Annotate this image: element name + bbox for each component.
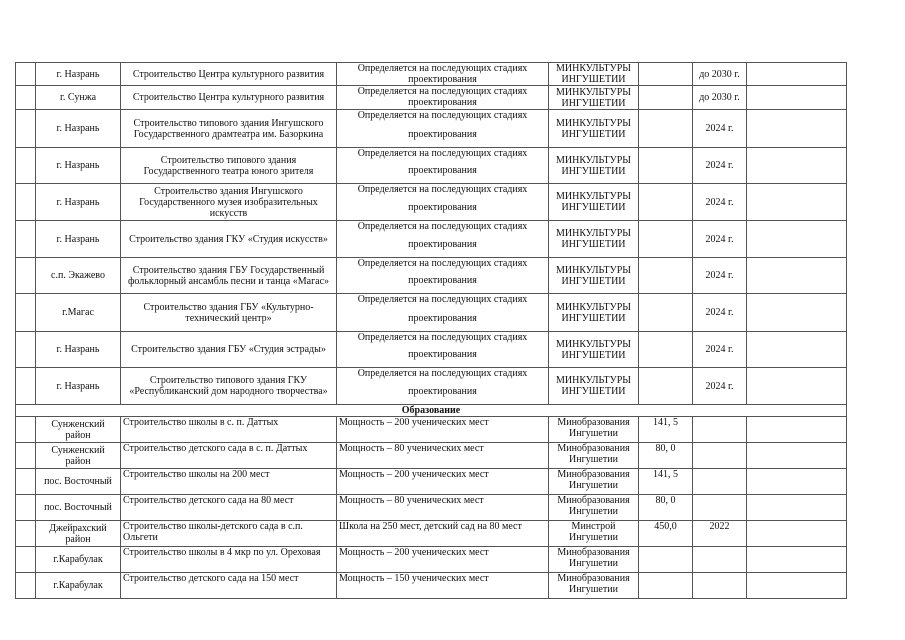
row-index-cell	[16, 184, 36, 221]
year-cell	[693, 495, 747, 521]
place-cell: г. Назрань	[36, 184, 121, 221]
row-index-cell	[16, 547, 36, 573]
table-row	[16, 221, 847, 258]
amount-cell	[639, 63, 693, 86]
empty-cell	[747, 521, 847, 547]
row-index-cell	[16, 63, 36, 86]
empty-cell	[747, 495, 847, 521]
requirement-text-cont: проектирования	[408, 239, 477, 250]
empty-cell	[747, 417, 847, 443]
requirement-cell	[337, 332, 549, 368]
project-cell: Строительство здания ГБУ «Культурно-технический центр»	[121, 294, 337, 332]
organization-cell: Минобразования Ингушетии	[549, 443, 639, 469]
organization-cell: МИНКУЛЬТУРЫ ИНГУШЕТИИ	[549, 221, 639, 258]
capacity-cell: Мощность – 200 ученических мест	[337, 469, 549, 495]
place-cell: пос. Восточный	[36, 495, 121, 521]
capacity-cell: Школа на 250 мест, детский сад на 80 мест	[337, 521, 549, 547]
year-cell	[693, 547, 747, 573]
place-cell: г. Назрань	[36, 63, 121, 86]
table-row	[16, 258, 847, 294]
requirement-cell	[337, 148, 549, 184]
row-index-cell	[16, 417, 36, 443]
table-row	[16, 443, 847, 469]
row-index-cell	[16, 573, 36, 599]
requirement-text: Определяется на последующих стадиях	[357, 86, 528, 97]
year-cell: до 2030 г.	[693, 86, 747, 110]
place-cell: г. Назрань	[36, 221, 121, 258]
empty-cell	[747, 294, 847, 332]
organization-cell: МИНКУЛЬТУРЫ ИНГУШЕТИИ	[549, 332, 639, 368]
project-cell: Строительство типового здания Ингушского Государственного драмтеатра им. Базоркина	[121, 110, 337, 148]
amount-cell	[639, 332, 693, 368]
row-index-cell	[16, 521, 36, 547]
requirement-cell	[337, 368, 549, 405]
table-row	[16, 573, 847, 599]
place-cell: Сунженский район	[36, 443, 121, 469]
year-cell	[693, 443, 747, 469]
project-cell: Строительство здания ГБУ Государственный фольклорный ансамбль песни и танца «Магас»	[121, 258, 337, 294]
table-row	[16, 148, 847, 184]
project-cell: Строительство детского сада в с. п. Даттых	[121, 443, 337, 469]
amount-cell: 141, 5	[639, 417, 693, 443]
requirement-text-cont: проектирования	[408, 275, 477, 286]
place-cell: г. Назрань	[36, 332, 121, 368]
requirement-text: Определяется на последующих стадиях	[357, 148, 528, 159]
project-cell: Строительство Центра культурного развития	[121, 86, 337, 110]
amount-cell: 450,0	[639, 521, 693, 547]
place-cell: г.Карабулак	[36, 547, 121, 573]
project-cell: Строительство здания ГКУ «Студия искусств»	[121, 221, 337, 258]
amount-cell	[639, 221, 693, 258]
amount-cell	[639, 547, 693, 573]
year-cell: 2024 г.	[693, 368, 747, 405]
row-index-cell	[16, 258, 36, 294]
organization-cell: МИНКУЛЬТУРЫ ИНГУШЕТИИ	[549, 368, 639, 405]
requirement-cell	[337, 110, 549, 148]
requirement-text-cont: проектирования	[408, 202, 477, 213]
row-index-cell	[16, 148, 36, 184]
place-cell: с.п. Экажево	[36, 258, 121, 294]
amount-cell: 141, 5	[639, 469, 693, 495]
table-row	[16, 184, 847, 221]
organization-cell: Минстрой Ингушетии	[549, 521, 639, 547]
project-cell: Строительство Центра культурного развития	[121, 63, 337, 86]
empty-cell	[747, 110, 847, 148]
table-row	[16, 547, 847, 573]
amount-cell	[639, 258, 693, 294]
organization-cell: МИНКУЛЬТУРЫ ИНГУШЕТИИ	[549, 258, 639, 294]
place-cell: г.Карабулак	[36, 573, 121, 599]
project-cell: Строительство школы-детского сада в с.п. Ольгети	[121, 521, 337, 547]
requirement-text: Определяется на последующих стадиях	[357, 258, 528, 269]
empty-cell	[747, 258, 847, 294]
empty-cell	[747, 443, 847, 469]
place-cell: г.Магас	[36, 294, 121, 332]
requirement-cell	[337, 294, 549, 332]
table-row	[16, 294, 847, 332]
empty-cell	[747, 221, 847, 258]
requirement-cell	[337, 184, 549, 221]
year-cell	[693, 417, 747, 443]
table-row	[16, 521, 847, 547]
requirement-text-cont: проектирования	[408, 313, 477, 324]
empty-cell	[747, 368, 847, 405]
amount-cell	[639, 86, 693, 110]
year-cell: до 2030 г.	[693, 63, 747, 86]
project-cell: Строительство детского сада на 80 мест	[121, 495, 337, 521]
amount-cell	[639, 184, 693, 221]
table-row	[16, 110, 847, 148]
place-cell: г. Назрань	[36, 368, 121, 405]
place-cell: Джейрахский район	[36, 521, 121, 547]
requirement-text: Определяется на последующих стадиях	[357, 63, 528, 74]
empty-cell	[747, 547, 847, 573]
capacity-cell: Мощность – 80 ученических мест	[337, 495, 549, 521]
year-cell	[693, 469, 747, 495]
year-cell: 2024 г.	[693, 258, 747, 294]
row-index-cell	[16, 86, 36, 110]
requirement-text: Определяется на последующих стадиях	[357, 221, 528, 232]
table-row	[16, 495, 847, 521]
organization-cell: МИНКУЛЬТУРЫ ИНГУШЕТИИ	[549, 110, 639, 148]
row-index-cell	[16, 294, 36, 332]
requirement-text-cont: проектирования	[408, 165, 477, 176]
empty-cell	[747, 86, 847, 110]
organization-cell: МИНКУЛЬТУРЫ ИНГУШЕТИИ	[549, 63, 639, 86]
requirement-text: Определяется на последующих стадиях	[357, 368, 528, 379]
project-cell: Строительство типового здания ГКУ «Республиканский дом народного творчества»	[121, 368, 337, 405]
requirement-text: Определяется на последующих стадиях	[357, 332, 528, 343]
requirement-text-cont: проектирования	[408, 97, 477, 108]
organization-cell: МИНКУЛЬТУРЫ ИНГУШЕТИИ	[549, 86, 639, 110]
requirement-text-cont: проектирования	[408, 74, 477, 85]
amount-cell: 80, 0	[639, 443, 693, 469]
requirement-cell	[337, 86, 549, 110]
organization-cell: МИНКУЛЬТУРЫ ИНГУШЕТИИ	[549, 148, 639, 184]
year-cell: 2024 г.	[693, 294, 747, 332]
organization-cell: Минобразования Ингушетии	[549, 573, 639, 599]
requirement-text: Определяется на последующих стадиях	[357, 110, 528, 121]
table-row	[16, 469, 847, 495]
amount-cell	[639, 148, 693, 184]
project-cell: Строительство школы в с. п. Даттых	[121, 417, 337, 443]
projects-table	[15, 62, 847, 599]
table-row	[16, 332, 847, 368]
organization-cell: МИНКУЛЬТУРЫ ИНГУШЕТИИ	[549, 294, 639, 332]
project-cell: Строительство школы на 200 мест	[121, 469, 337, 495]
table-row	[16, 86, 847, 110]
capacity-cell: Мощность – 80 ученических мест	[337, 443, 549, 469]
empty-cell	[747, 469, 847, 495]
organization-cell: Минобразования Ингушетии	[549, 469, 639, 495]
capacity-cell: Мощность – 150 ученических мест	[337, 573, 549, 599]
organization-cell: Минобразования Ингушетии	[549, 495, 639, 521]
capacity-cell: Мощность – 200 ученических мест	[337, 417, 549, 443]
amount-cell	[639, 368, 693, 405]
amount-cell	[639, 573, 693, 599]
row-index-cell	[16, 495, 36, 521]
year-cell: 2022	[693, 521, 747, 547]
requirement-text-cont: проектирования	[408, 129, 477, 140]
document-sheet	[15, 62, 846, 599]
empty-cell	[747, 332, 847, 368]
amount-cell: 80, 0	[639, 495, 693, 521]
requirement-text-cont: проектирования	[408, 386, 477, 397]
project-cell: Строительство школы в 4 мкр по ул. Ореховая	[121, 547, 337, 573]
project-cell: Строительство типового здания Государственного театра юного зрителя	[121, 148, 337, 184]
year-cell: 2024 г.	[693, 148, 747, 184]
project-cell: Строительство детского сада на 150 мест	[121, 573, 337, 599]
organization-cell: МИНКУЛЬТУРЫ ИНГУШЕТИИ	[549, 184, 639, 221]
requirement-cell	[337, 258, 549, 294]
capacity-cell: Мощность – 200 ученических мест	[337, 547, 549, 573]
year-cell: 2024 г.	[693, 110, 747, 148]
row-index-cell	[16, 221, 36, 258]
section-title: Образование	[16, 405, 847, 417]
empty-cell	[747, 63, 847, 86]
requirement-text: Определяется на последующих стадиях	[357, 184, 528, 195]
row-index-cell	[16, 368, 36, 405]
table-row	[16, 63, 847, 86]
requirement-text-cont: проектирования	[408, 349, 477, 360]
row-index-cell	[16, 332, 36, 368]
year-cell: 2024 г.	[693, 332, 747, 368]
project-cell: Строительство здания Ингушского Государственного музея изобразительных искусств	[121, 184, 337, 221]
row-index-cell	[16, 469, 36, 495]
requirement-cell	[337, 63, 549, 86]
place-cell: г. Назрань	[36, 110, 121, 148]
table-row	[16, 368, 847, 405]
organization-cell: Минобразования Ингушетии	[549, 547, 639, 573]
organization-cell: Минобразования Ингушетии	[549, 417, 639, 443]
row-index-cell	[16, 110, 36, 148]
place-cell: г. Назрань	[36, 148, 121, 184]
requirement-cell	[337, 221, 549, 258]
row-index-cell	[16, 443, 36, 469]
amount-cell	[639, 110, 693, 148]
table-row	[16, 417, 847, 443]
empty-cell	[747, 184, 847, 221]
year-cell: 2024 г.	[693, 221, 747, 258]
amount-cell	[639, 294, 693, 332]
place-cell: пос. Восточный	[36, 469, 121, 495]
empty-cell	[747, 573, 847, 599]
section-row	[16, 405, 847, 417]
year-cell	[693, 573, 747, 599]
year-cell: 2024 г.	[693, 184, 747, 221]
requirement-text: Определяется на последующих стадиях	[357, 294, 528, 305]
project-cell: Строительство здания ГБУ «Студия эстрады»	[121, 332, 337, 368]
empty-cell	[747, 148, 847, 184]
place-cell: Сунженский район	[36, 417, 121, 443]
place-cell: г. Сунжа	[36, 86, 121, 110]
